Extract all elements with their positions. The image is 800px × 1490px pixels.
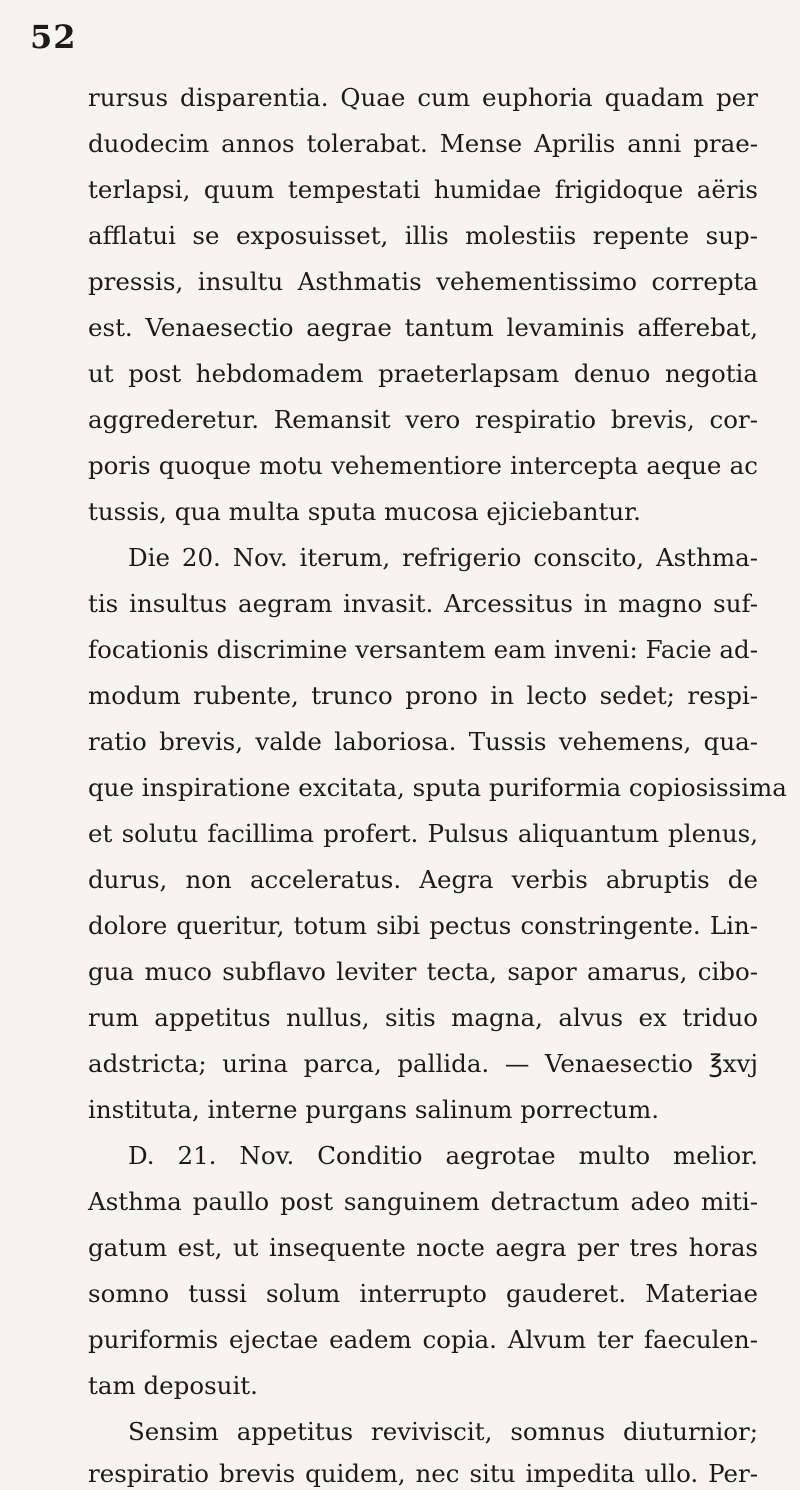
text-line: dolore queritur, totum sibi pectus constringente. Lin-	[88, 911, 758, 940]
text-line: ratio brevis, valde laboriosa. Tussis vehemens, qua-	[88, 727, 758, 756]
text-line: rursus disparentia. Quae cum euphoria quadam per	[88, 83, 758, 112]
text-line: durus, non acceleratus. Aegra verbis abruptis de	[88, 865, 758, 894]
text-line: Asthma paullo post sanguinem detractum adeo miti-	[88, 1187, 758, 1216]
text-line: est. Venaesectio aegrae tantum levaminis afferebat,	[88, 313, 758, 342]
text-line: terlapsi, quum tempestati humidae frigidoque aëris	[88, 175, 758, 204]
paragraph-start-line: Die 20. Nov. iterum, refrigerio conscito, Asthma-	[128, 543, 758, 572]
text-line: pressis, insultu Asthmatis vehementissimo correpta	[88, 267, 758, 296]
text-line: tis insultus aegram invasit. Arcessitus in magno suf-	[88, 589, 758, 618]
text-line: tam deposuit.	[88, 1371, 258, 1400]
text-line: tussis, qua multa sputa mucosa ejiciebantur.	[88, 497, 641, 526]
text-line: et solutu facillima profert. Pulsus aliquantum plenus,	[88, 819, 758, 848]
text-line: adstricta; urina parca, pallida. — Venaesectio ℥xvj	[88, 1049, 758, 1078]
text-line: puriformis ejectae eadem copia. Alvum ter faeculen-	[88, 1325, 758, 1354]
text-line: somno tussi solum interrupto gauderet. Materiae	[88, 1279, 758, 1308]
text-line: que inspiratione excitata, sputa puriformia copiosissima	[88, 773, 787, 802]
paragraph-start-line: Sensim appetitus reviviscit, somnus diuturnior;	[128, 1417, 758, 1446]
page-number: 52	[30, 18, 77, 56]
text-line: instituta, interne purgans salinum porrectum.	[88, 1095, 660, 1124]
text-line: gua muco subflavo leviter tecta, sapor amarus, cibo-	[88, 957, 758, 986]
text-line: afflatui se exposuisset, illis molestiis repente sup-	[88, 221, 758, 250]
text-line: focationis discrimine versantem eam inveni: Facie ad-	[88, 635, 758, 664]
text-line: gatum est, ut insequente nocte aegra per tres horas	[88, 1233, 758, 1262]
text-line: poris quoque motu vehementiore intercepta aeque ac	[88, 451, 758, 480]
text-line: ut post hebdomadem praeterlapsam denuo negotia	[88, 359, 758, 388]
text-line: duodecim annos tolerabat. Mense Aprilis anni prae-	[88, 129, 758, 158]
text-line: aggrederetur. Remansit vero respiratio brevis, cor-	[88, 405, 758, 434]
paragraph-start-line: D. 21. Nov. Conditio aegrotae multo melior.	[128, 1141, 758, 1170]
text-line: rum appetitus nullus, sitis magna, alvus ex triduo	[88, 1003, 758, 1032]
text-line: respiratio brevis quidem, nec situ impedita ullo. Per-	[88, 1459, 758, 1488]
text-line: modum rubente, trunco prono in lecto sedet; respi-	[88, 681, 758, 710]
